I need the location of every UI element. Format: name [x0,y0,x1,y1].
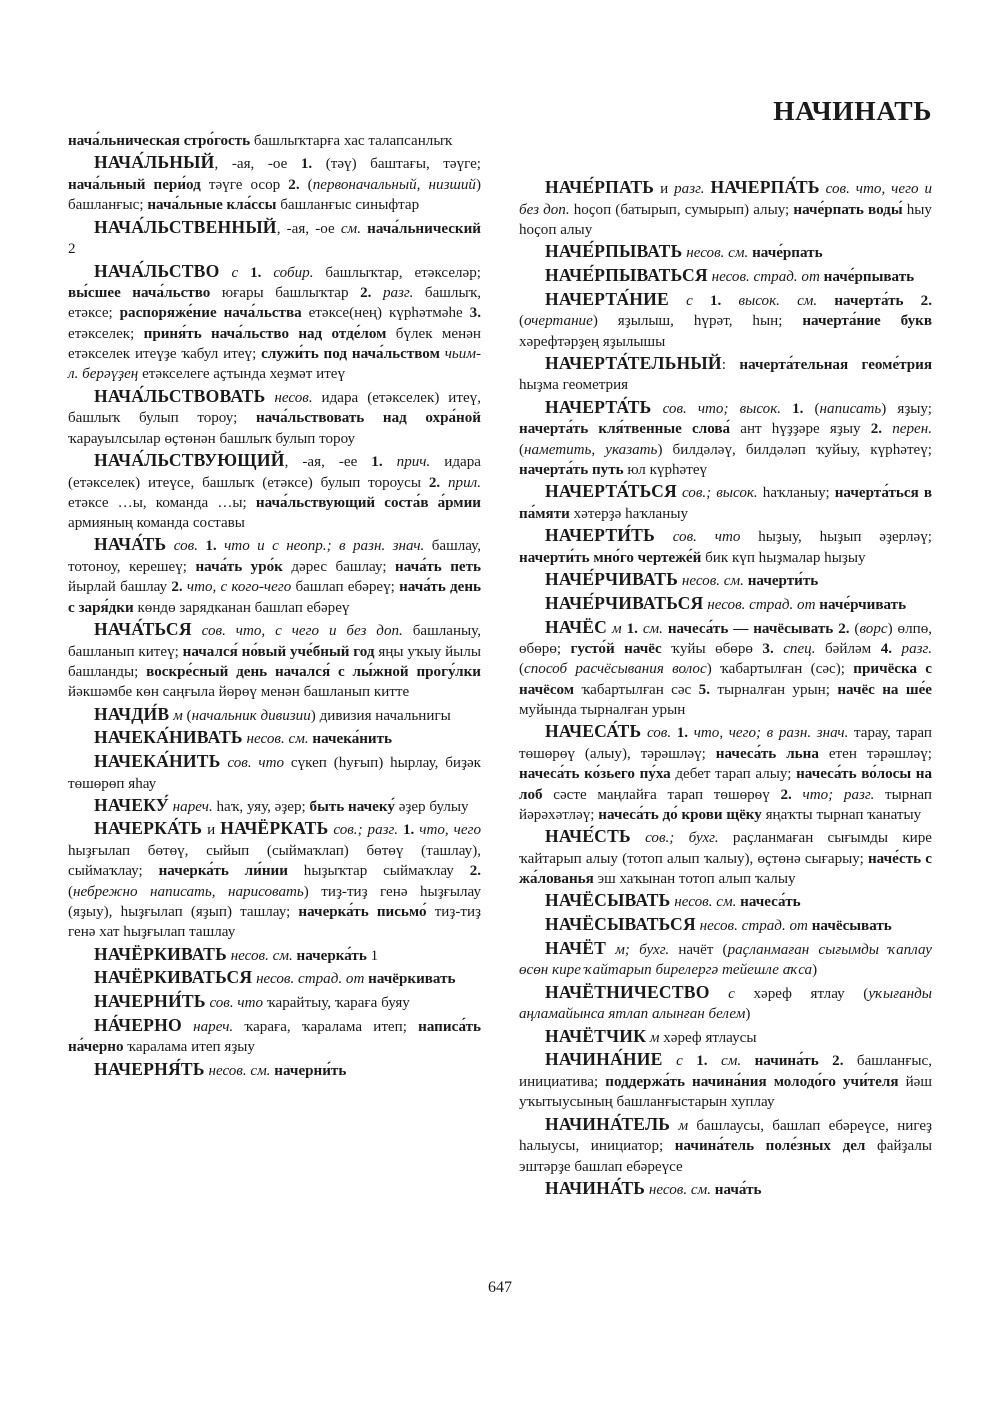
dictionary-entry: НАЧЁТ м; бухг. начёт (раҫланмаған сығымды ҡаплау өсөн кире ҡайтарып бирелергә тейешле аҡса) [519,937,932,979]
dictionary-entry: НАЧЕ́РЧИВАТЬ несов. см. начерти́ть [545,569,819,590]
dictionary-entry: НАЧА́ЛЬНЫЙ, -ая, -ое 1. (тәү) баштағы, тәүге; нача́льный пери́од тәүге осор 2. (первоначальный, низший) башланғыс; нача́льные кла́ссы башланғыс синыфтар [68,152,482,214]
left-column [68,131,481,1201]
dictionary-entry: НАЧЕРТА́ТЬСЯ сов.; высок. һаҡланыу; начерта́ться в па́мяти хәтерҙә һаҡланыу [519,481,932,522]
dictionary-entry: НАЧЕРТА́ТЬ сов. что; высок. 1. (написать) яҙыу; начерта́ть кля́твенные слова́ ант һүҙҙәре яҙыу 2. перен. (наметить, указать) билдәләү, билдәләп ҡуйыу, күрһәтеү; начерта́ть путь юл күрһәтеү [519,396,932,479]
dictionary-entry: НАЧЕРТА́ТЕЛЬНЫЙ: начерта́тельная геоме́трия һыҙма геометрия [519,352,932,394]
dictionary-entry: НАЧЕРТА́НИЕ с 1. высок. см. начерта́ть 2. (очертание) яҙылыш, һүрәт, һын; начерта́ние букв хәрефтәрҙең яҙылышы [519,288,932,350]
dictionary-entry: НАЧЕКУ́ нареч. һаҡ, уяу, әҙер; быть начеку́ әҙер булыу [94,794,469,815]
dictionary-entry: НАЧА́ЛЬСТВЕННЫЙ, -ая, -ое см. нача́льнический 2 [68,216,481,258]
dictionary-entry: НАЧЕРКА́ТЬ и НАЧЁРКАТЬ сов.; разг. 1. что, чего һыҙғылап бөтөү, сыйып (сыймаҡлап) бөтөү (ташлау), сыймаҡлау; начерка́ть ли́нии һыҙыҡтар сыймаҡлау 2. (небрежно написать, нарисовать) тиҙ-тиҙ генә һыҙғылау (яҙыу), һыҙғылап (яҙып) ташлау; начерка́ть письмо́ тиҙ-тиҙ генә хат һыҙғылап ташлау [68,818,482,941]
dictionary-entry: НАЧИНА́ТЬ несов. см. нача́ть [545,1177,762,1198]
dictionary-entry: НАЧЕРНИ́ТЬ сов. что ҡарайтыу, ҡараға буяу [94,990,410,1011]
column-container [68,131,932,1201]
dictionary-entry: НАЧЕ́РПЫВАТЬСЯ несов. страд. от наче́рпывать [545,264,915,285]
dictionary-entry: НАЧА́ЛЬСТВО с 1. собир. башлыҡтар, етәкселәр; вы́сшее нача́льство юғары башлыҡтар 2. разг. башлыҡ, етәксе; распоряже́ние нача́льства етәксе(нең) күрһәтмәһе 3. етәкселек; приня́ть нача́льство над отде́лом бүлек менән етәкселек итеүҙе ҡабул итеү; служи́ть под нача́льством чьим-л. берәүҙең етәкселеге аҫтында хеҙмәт итеү [68,260,482,383]
dictionary-entry: НАЧИНА́ТЕЛЬ м башлаусы, башлап ебәреүсе, нигеҙ һалыусы, инициатор; начина́тель поле́зных дел файҙалы эштәрҙе башлап ебәреүсе [519,1113,932,1175]
running-head: НАЧИНАТЬ [773,95,932,126]
dictionary-entry: НАЧЕ́РПАТЬ и разг. НАЧЕРПА́ТЬ сов. что, чего и без доп. һоҫоп (батырып, сумырып) алыу; наче́рпать воды́ һыу һоҫоп алыу [519,177,933,238]
dictionary-entry: НАЧА́ТЬСЯ сов. что, с чего и без доп. башланыу, башланып китеү; начался́ но́вый уче́бный год яңы уҡыу йылы башланды; воскре́сный день начался́ с лы́жной прогу́лки йәкшәмбе көн саңғыла йөрөү менән башланып китте [68,618,481,701]
dictionary-entry: НАЧЁТЧИК м хәреф ятлаусы [545,1025,757,1046]
dictionary-entry: НА́ЧЕРНО нареч. ҡараға, ҡаралама итеп; написа́ть на́черно ҡаралама итеп яҙыу [68,1014,481,1056]
dictionary-entry: НАЧЕСА́ТЬ сов. 1. что, чего; в разн. знач. тарау, тарап төшөрөү (алыу), тәрәшләү; начеса́ть льна етен тәрәшләү; начеса́ть ко́зьего пу́ха дебет тарап алыу; начеса́ть во́лосы на лоб сәсте маңлайға тарап төшөрөү 2. что; разг. тырнап йәрәхәтләү; начеса́ть до́ крови щёку яңаҡты тырнап ҡанатыу [519,721,933,823]
dictionary-entry: НАЧИНА́НИЕ с 1. см. начина́ть 2. башланғыс, инициатива; поддержа́ть начина́ния молодо́го учи́теля йәш уҡытыусының башланғыстарын хуплау [519,1049,933,1111]
dictionary-entry: НАЧА́ЛЬСТВУЮЩИЙ, -ая, -ее 1. прич. идара (етәкселек) итеүсе, башлыҡ (етәксе) булып тороусы 2. прил. етәксе …ы, команда …ы; нача́льствующий соста́в а́рмии армияның команда составы [68,449,481,532]
dictionary-entry: НАЧЕКА́НИВАТЬ несов. см. начека́нить [94,727,393,748]
dictionary-entry: НАЧА́ТЬ сов. 1. что и с неопр.; в разн. знач. башлау, тотоноу, керешеү; нача́ть уро́к дәрес башлау; нача́ть петь йырлай башлау 2. что, с кого-чего башлап ебәреү; нача́ть день с заря́дки көндө зарядканан башлап ебәреү [68,534,482,616]
dictionary-entry: НАЧЕКА́НИТЬ сов. что сүкеп (һуғып) һырлау, биҙәк төшөрөп яһау [68,750,481,792]
dictionary-entry: нача́льническая стро́гость башлыҡтарға хас талапсанлыҡ [68,133,453,149]
dictionary-entry: НАЧЁСЫВАТЬСЯ несов. страд. от начёсывать [545,914,892,935]
dictionary-entry: НАЧЁТНИЧЕСТВО с хәреф ятлау (уҡығанды аңламайынса ятлап алынған белем) [519,981,932,1023]
dictionary-entry: НАЧА́ЛЬСТВОВАТЬ несов. идара (етәкселек) итеү, башлыҡ булып тороу; нача́льствовать над охра́ной ҡарауылсылар өҫтөнән башлыҡ булып тороу [68,385,482,447]
page-number: 647 [488,1279,512,1296]
dictionary-entry: НАЧЕ́РПЫВАТЬ несов. см. наче́рпать [545,241,823,262]
right-column [519,131,932,1201]
dictionary-entry: НАЧЁРКИВАТЬСЯ несов. страд. от начёркивать [94,967,456,988]
dictionary-entry: НАЧЁСЫВАТЬ несов. см. начеса́ть [545,890,801,911]
dictionary-entry: НАЧЕРНЯ́ТЬ несов. см. начерни́ть [94,1058,347,1079]
dictionary-entry: НАЧЕ́СТЬ сов.; бухг. раҫланмаған сығымды кире ҡайтарып алыу (тотоп алып ҡалыу), өҫтөнә сығарыу; наче́сть с жа́лованья эш хаҡынан тотоп алып ҡалыу [519,826,932,888]
dictionary-entry: НАЧЕРТИ́ТЬ сов. что һыҙыу, һыҙып әҙерләү; начерти́ть мно́го чертеже́й бик күп һыҙмалар һыҙыу [519,525,932,566]
dictionary-entry: НАЧЁРКИВАТЬ несов. см. начерка́ть 1 [94,943,379,964]
dictionary-entry: НАЧЕ́РЧИВАТЬСЯ несов. страд. от наче́рчивать [545,592,907,613]
dictionary-entry: НАЧДИ́В м (начальник дивизии) дивизия начальнигы [94,703,451,724]
dictionary-entry: НАЧЁС м 1. см. начеса́ть — начёсывать 2. (ворс) өлпө, өбөрө; густо́й начёс ҡуйы өбөрө 3. спец. бәйләм 4. разг. (способ расчёсывания волос) ҡабартылған (сәс); причёска с начёсом ҡабартылған сәс 5. тырналған урын; начёс на ше́е муйында тырналған урын [519,616,933,719]
